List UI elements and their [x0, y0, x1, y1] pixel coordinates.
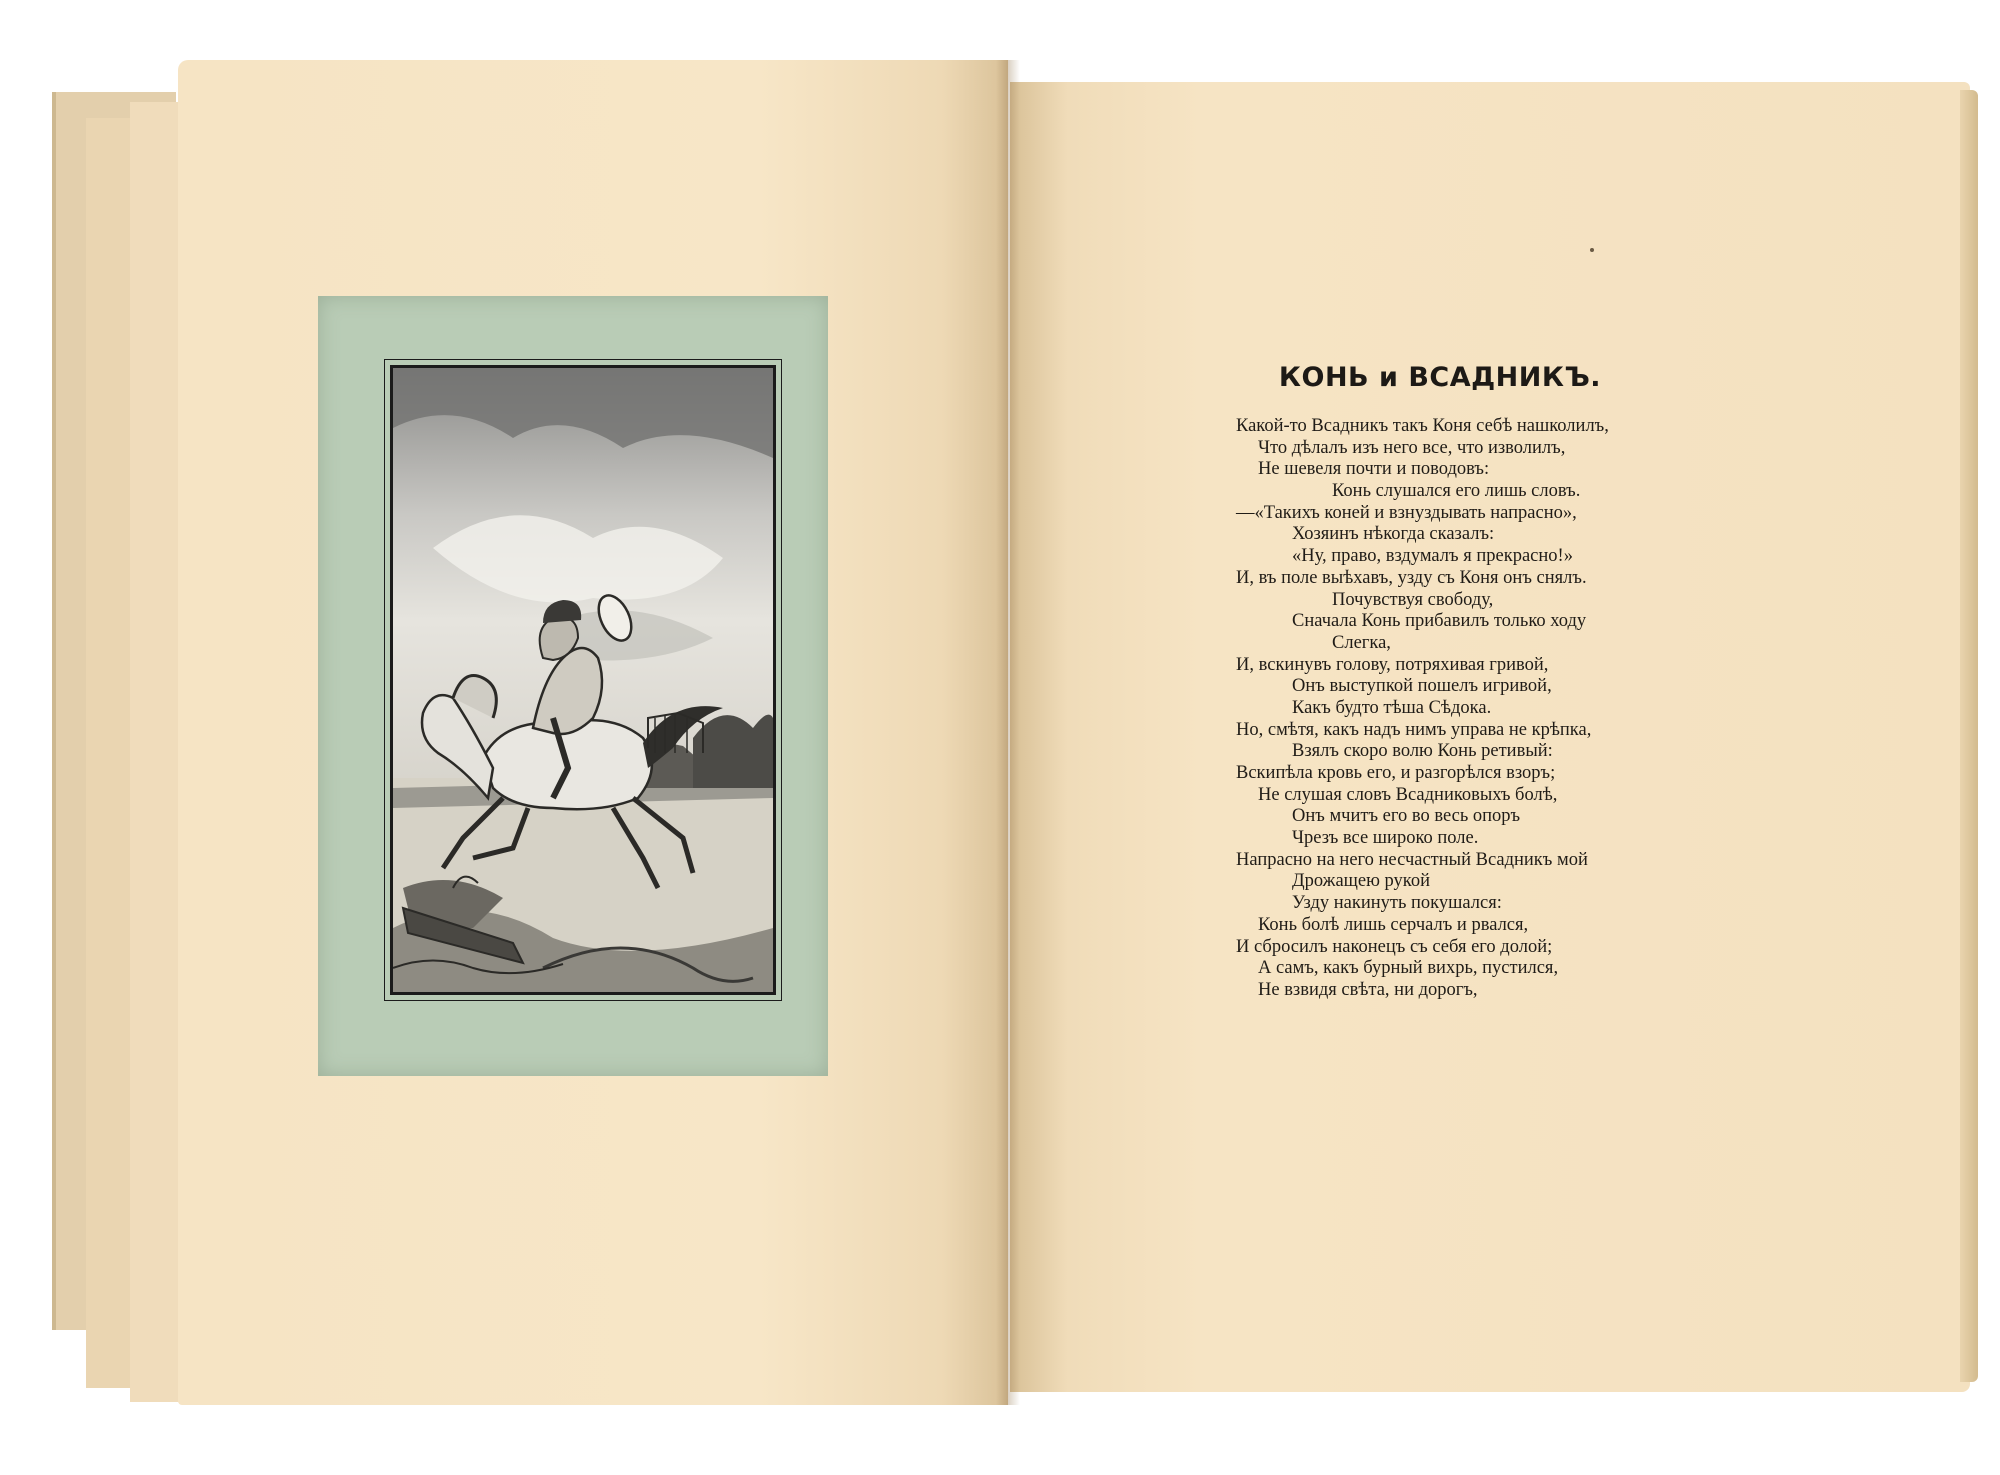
poem-line: Слегка,	[1332, 632, 1391, 653]
poem-line: Почувствуя свободу,	[1332, 589, 1494, 610]
poem-line: Конь слушался его лишь словъ.	[1332, 481, 1581, 502]
poem-line: Онъ выступкой пошелъ игривой,	[1292, 676, 1552, 697]
poem-line: Что дѣлалъ изъ него все, что изволилъ,	[1258, 437, 1566, 458]
poem-line: «Ну, право, вздумалъ я прекрасно!»	[1292, 546, 1573, 567]
engraving-image	[393, 368, 773, 992]
poem-line: Какъ будто тѣша Сѣдока.	[1292, 697, 1492, 718]
poem-line: Напрасно на него несчастный Всадникъ мой	[1236, 849, 1588, 870]
poem-line: Не шевеля почти и поводовъ:	[1258, 459, 1490, 480]
poem-line: И сбросилъ наконецъ съ себя его долой;	[1236, 936, 1553, 957]
poem-line: Взялъ скоро волю Конь ретивый:	[1292, 741, 1553, 762]
poem-line: Какой-то Всадникъ такъ Коня себѣ нашколилъ,	[1236, 416, 1609, 436]
poem-line: —«Такихъ коней и взнуздывать напрасно»,	[1236, 502, 1577, 523]
poem-line: Хозяинъ нѣкогда сказалъ:	[1292, 524, 1495, 545]
poem-line: Не слушая словъ Всадниковыхъ болѣ,	[1258, 784, 1558, 805]
poem-line: Сначала Конь прибавилъ только ходу	[1292, 611, 1587, 632]
poem-line: И, въ поле выѣхавъ, узду съ Коня онъ снялъ.	[1236, 567, 1587, 588]
poem-line: Но, смѣтя, какъ надъ нимъ управа не крѣпка,	[1236, 719, 1592, 740]
poem-line: Конь болѣ лишь серчалъ и рвался,	[1258, 914, 1529, 935]
poem-line: А самъ, какъ бурный вихрь, пустился,	[1258, 958, 1559, 979]
poem-line: Дрожащею рукой	[1292, 871, 1431, 892]
poem-line: Вскипѣла кровь его, и разгорѣлся взоръ;	[1236, 763, 1556, 783]
page-speck	[1590, 248, 1594, 252]
poem-line: И, вскинувъ голову, потряхивая гривой,	[1236, 654, 1549, 675]
poem-title: КОНЬ и ВСАДНИКЪ.	[1278, 362, 1602, 393]
poem-line: Онъ мчитъ его во весь опоръ	[1292, 806, 1521, 827]
poem-line: Чрезъ все широко поле.	[1292, 828, 1479, 849]
poem-text	[1236, 416, 1756, 1002]
poem-line: Не взвидя свѣта, ни дорогъ,	[1258, 979, 1478, 1000]
right-page-edge	[1960, 90, 1978, 1382]
poem-line: Узду накинуть покушался:	[1292, 893, 1502, 914]
horse-rider-engraving	[390, 365, 776, 995]
book-gutter	[996, 60, 1020, 1405]
